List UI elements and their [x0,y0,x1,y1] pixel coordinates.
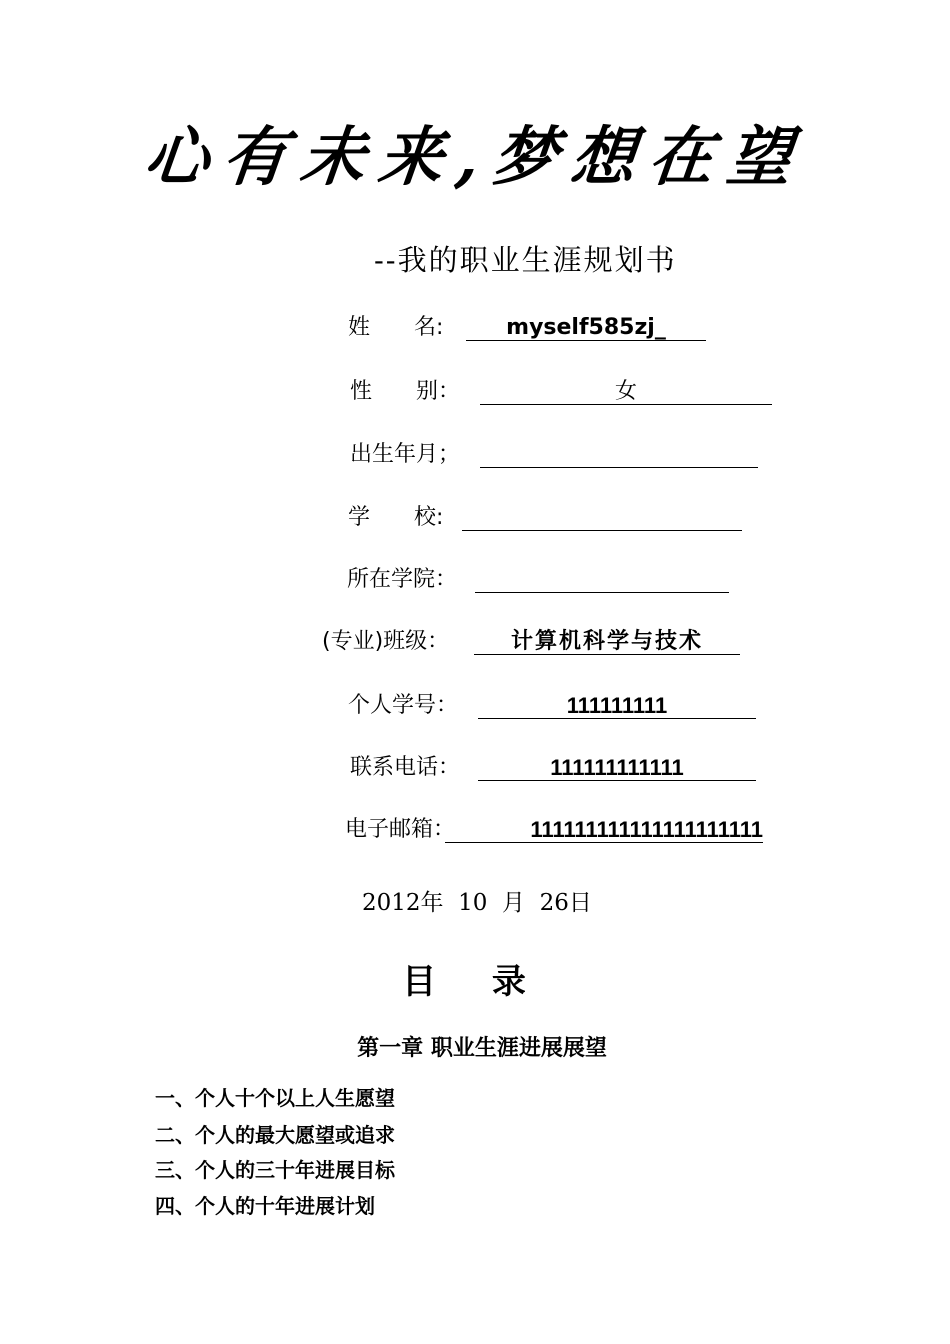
toc-item: 二、个人的最大愿望或追求 [155,1123,395,1147]
field-phone-value: 111111111111 [478,752,756,781]
field-birth-value [480,439,758,468]
toc-chapter-1: 第一章 职业生涯进展展望 [357,1036,607,1061]
field-class-value: 计算机科学与技术 [474,626,740,655]
field-email-label: 电子邮箱： [345,817,456,842]
field-birth [350,439,460,471]
field-class [322,626,703,658]
cover-title: 心有未来,梦想在望 [140,120,810,195]
field-name-label: 姓 名: [348,315,444,340]
field-name-value: myself585zj_ [466,312,706,341]
toc-title: 目 录 [402,962,548,1002]
field-email-value: 111111111111111111111 [445,814,763,843]
field-school [348,502,443,534]
cover-subtitle: --我的职业生涯规划书 [374,243,677,277]
field-student-id-value: 111111111 [478,690,756,719]
toc-item: 四、个人的十年进展计划 [155,1194,375,1218]
field-school-label: 学 校: [348,505,444,530]
toc-item: 一、个人十个以上人生愿望 [155,1086,395,1110]
field-birth-label: 出生年月； [350,442,461,467]
cover-date: 2012年 10 月 26日 [362,890,592,916]
field-name [348,312,666,344]
field-school-value [462,502,742,531]
field-email [345,814,763,846]
toc-item: 三、个人的三十年进展目标 [155,1158,395,1182]
field-student-id [348,690,668,722]
field-gender-label: 性 别： [350,379,461,404]
field-college-value [475,564,729,593]
field-student-id-label: 个人学号： [348,693,459,718]
field-phone-label: 联系电话： [350,755,461,780]
field-phone [350,752,684,784]
field-college [347,564,457,596]
field-college-label: 所在学院： [347,567,458,592]
field-class-label: (专业)班级： [322,629,450,654]
field-gender-value: 女 [480,376,772,405]
field-gender [350,376,637,408]
